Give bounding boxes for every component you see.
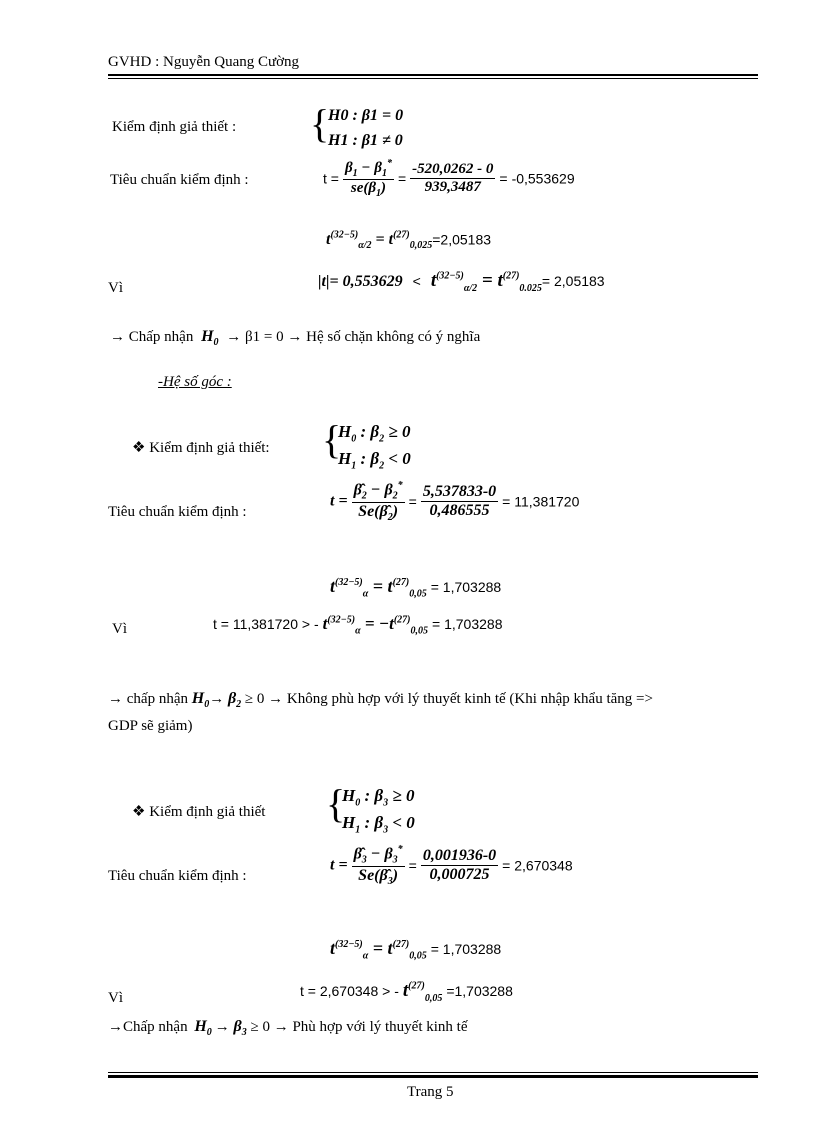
hypothesis-label: Kiểm định giả thiết : [112, 119, 237, 135]
vi-expression-3: t = 2,670348 > - [300, 983, 399, 999]
footer-rule-thin [108, 1072, 758, 1073]
t-denominator-3: 0,000725 [429, 865, 490, 883]
t-denominator: 939,3487 [424, 179, 481, 195]
hypothesis-label-3 [132, 802, 265, 821]
test-label: Tiêu chuẩn kiểm định : [110, 172, 249, 188]
brace: { [322, 417, 342, 462]
critical-value: $t^{(32-5)}_{\alpha/2} = t^{(27)}_{0,025}=2,05183$ [326, 230, 492, 252]
conclusion-1: → Chấp nhận $H_0 \to \beta 1 = 0$ → Hệ số chặn không có ý nghĩa [110, 328, 481, 349]
conclusion-prefix: → Chấp nhận [110, 329, 194, 345]
page-number: Trang 5 [407, 1084, 454, 1100]
h1-statement: H1 : β1 ≠ 0 [328, 132, 403, 149]
vi-label-3: Vì [108, 990, 123, 1006]
vi-label: Vì [108, 280, 123, 296]
t-formula-2: t = $\frac{\betâ_2 - \beta_2^*}{Se(\betâ_2)}$ = $\frac{5,537833-0}{0,486555}$ = 11,381720 [330, 480, 580, 523]
conclusion-3: →Chấp nhận $H_0 \to \beta_3 \ge 0$ → Phù hợp với lý thuyết kinh tế [108, 1018, 468, 1039]
t-formula-3: t = $\frac{\betâ_3 - \beta_3^*}{Se(\betâ_3)}$ = $\frac{0,001936-0}{0,000725}$ = 2,670348 [330, 844, 573, 887]
brace: { [310, 101, 330, 146]
t-value: -0,553629 [511, 170, 575, 187]
vi-label-2: Vì [112, 621, 127, 637]
section-title: -Hệ số góc : [158, 374, 232, 390]
bullet-icon: ❖ [132, 440, 146, 456]
t-formula: t = $\frac{\beta_1 - \beta_1^*}{se(\beta_1)}$ = $\frac{-520,0262 - 0}{939,3487}$ = -0,553629 [323, 158, 575, 199]
conclusion-text: → β1 = 0 → Hệ số chặn không có ý nghĩa [226, 329, 481, 345]
test-label-3: Tiêu chuẩn kiểm định : [108, 868, 247, 884]
conclusion-2: → chấp nhận $H_0\to \beta_2 \ge 0$ → Không phù hợp với lý thuyết kinh tế (Khi nhập khẩu tăng => [108, 690, 653, 711]
conclusion-text-3: ≥ 0 → Phù hợp với lý thuyết kinh tế [250, 1019, 468, 1035]
footer-rule [108, 1075, 758, 1078]
critical-value-number: =2,05183 [432, 231, 492, 248]
comparison-2: t = 11,381720 > - $t^{(32-5)}_\alpha = -t^{(27)}_{0,05} = 1,703288$ [213, 614, 503, 637]
abs-t-value: = 0,553629 [329, 273, 403, 290]
conclusion-prefix-3: →Chấp nhận [108, 1019, 188, 1035]
t-value-2: = 11,381720 [502, 493, 580, 510]
t-value-3: = 2,670348 [502, 857, 573, 874]
t-numerator-2: 5,537833-0 [422, 482, 497, 500]
comparison-3: t = 2,670348 > - $t^{(27)}_{0,05} =1,703288$ [300, 980, 513, 1004]
bullet-icon: ❖ [132, 804, 146, 820]
h0-statement: H0 : β1 = 0 [328, 107, 404, 124]
header-rule-thin [108, 78, 758, 79]
less-than: < [412, 273, 421, 289]
t-numerator: -520,0262 - 0 [412, 161, 494, 177]
hypothesis-label-text: Kiểm định giả thiết: [149, 440, 270, 456]
brace: { [326, 781, 346, 826]
header-rule [108, 74, 758, 76]
critical-value-3: $t^{(32-5)}_\alpha = t^{(27)}_{0,05} = 1,703288$ [330, 938, 502, 962]
conclusion-text-2: ≥ 0 → Không phù hợp với lý thuyết kinh tế (Khi nhập khẩu tăng => [244, 691, 653, 707]
t-denominator-2: 0,486555 [429, 501, 490, 519]
test-label-2: Tiêu chuẩn kiểm định : [108, 504, 247, 520]
page-header: GVHD : Nguyễn Quang Cường [108, 54, 300, 70]
hypothesis-label-2 [132, 438, 270, 457]
critical-value-2b: = 1,703288 [432, 616, 503, 632]
critical-value-number-3: = 1,703288 [430, 941, 502, 957]
conclusion-2-line2: GDP sẽ giảm) [108, 718, 193, 734]
hypothesis-label-text-3: Kiểm định giả thiết [149, 804, 266, 820]
critical-value-3b: =1,703288 [446, 983, 513, 999]
t-numerator-3: 0,001936-0 [422, 846, 497, 864]
vi-expression: t = 11,381720 > - [213, 616, 319, 632]
critical-value-2: = 2,05183 [541, 273, 605, 289]
conclusion-prefix-2: → chấp nhận [108, 691, 188, 707]
critical-value-2: $t^{(32-5)}_\alpha = t^{(27)}_{0,05} = 1,703288$ [330, 576, 502, 600]
critical-value-number-2: = 1,703288 [430, 579, 502, 595]
comparison: $|t|= 0,553629 < t^{(32-5)}_{\alpha/2} = t^{(27)}_{0.025}= 2,05183$ [318, 270, 605, 294]
